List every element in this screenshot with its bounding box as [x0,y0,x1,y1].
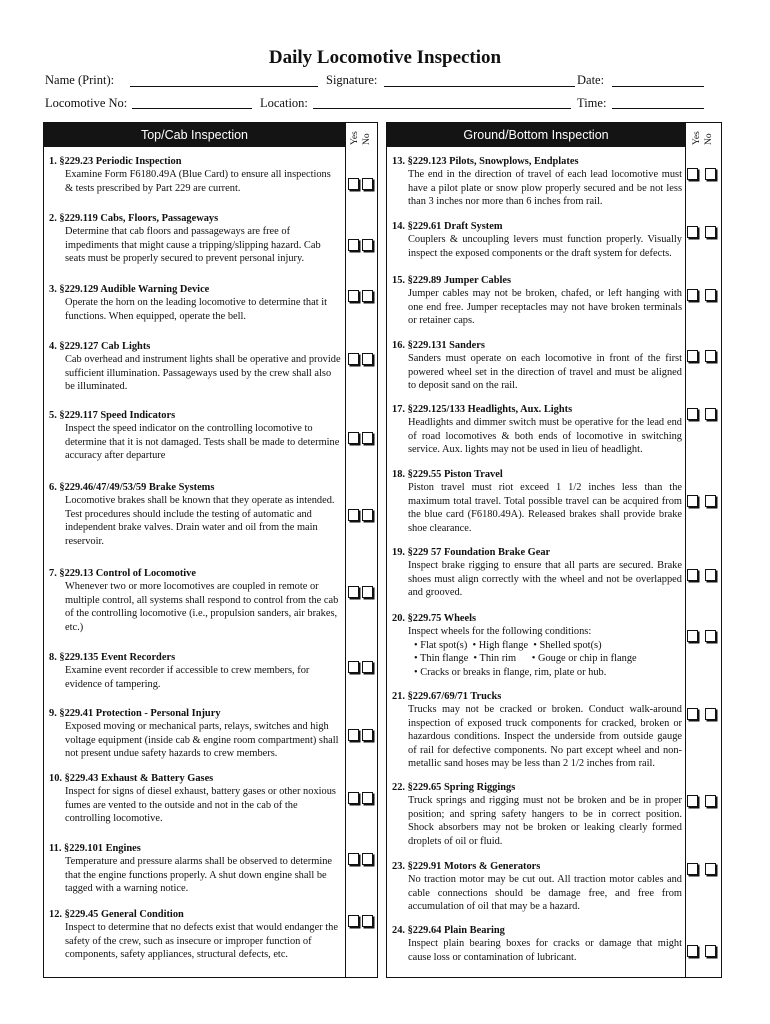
item-heading: 11. §229.101 Engines [49,843,141,854]
item-description: Inspect the speed indicator on the controlling locomotive to determine that it is not damaged. Tests shall be made to determine accuracy after departure [65,423,340,462]
right-item-7 [392,546,682,600]
location-label: Location: [260,96,308,110]
item-description: Examine Form F6180.49A (Blue Card) to ensure all inspections & tests prescribed by Part 229 are current. [65,169,331,194]
item-heading: 4. §229.127 Cab Lights [49,341,151,352]
item-heading: 12. §229.45 General Condition [49,909,184,920]
item-7-no-checkbox[interactable] [362,586,373,598]
item-16-yes-checkbox[interactable] [687,350,698,362]
item-heading: 24. §229.64 Plain Bearing [392,925,505,936]
item-description: Inspect wheels for the following conditions: [408,626,592,638]
wheel-condition-line: • Flat spot(s) • High flange • Shelled spot(s) [414,639,602,651]
item-4-no-checkbox[interactable] [362,353,373,365]
item-21-yes-checkbox[interactable] [687,708,698,720]
right-item-11 [392,860,682,914]
item-3-no-checkbox[interactable] [362,290,373,302]
item-description: Jumper cables may not be broken, chafed, or left hanging with one end free. Jumper receptacles may not have broken terminals or retainer caps. [408,288,682,327]
item-1-no-checkbox[interactable] [362,178,373,190]
item-24-no-checkbox[interactable] [705,945,716,957]
right-item-3 [392,274,682,328]
yes-no-header [685,123,722,147]
right-item-12 [392,924,682,964]
yes-no-header [345,123,378,147]
item-description: Piston travel must riot exceed 1 1/2 inches less than the maximum total travel. Total possible travel can be acquired from the blue card (F6180.49A). Released brakes shall provide brake shoe clearance. [408,482,682,534]
item-18-no-checkbox[interactable] [705,495,716,507]
item-heading: 1. §229.23 Periodic Inspection [49,156,182,167]
left-item-12 [49,908,341,962]
item-4-yes-checkbox[interactable] [348,353,359,365]
item-description: Operate the horn on the leading locomotive to determine that it functions. When equipped, operate the bell. [65,297,327,322]
item-2-no-checkbox[interactable] [362,239,373,251]
item-19-no-checkbox[interactable] [705,569,716,581]
item-heading: 21. §229.67/69/71 Trucks [392,691,502,702]
item-14-yes-checkbox[interactable] [687,226,698,238]
item-description: Inspect for signs of diesel exhaust, battery gases or other noxious fumes are vented to the outside and not in the cab of the controlling locomotive. [65,786,336,825]
item-13-no-checkbox[interactable] [705,168,716,180]
item-description: Cab overhead and instrument lights shall be operative and provide sufficient illumination. Passageways used by the crew shall also be illuminated. [65,354,341,393]
item-description: No traction motor may be cut out. All traction motor cables and cable connections should be damage free, and free from accumulation of oil that may be a hazard. [408,874,682,913]
item-12-yes-checkbox[interactable] [348,915,359,927]
item-heading: 9. §229.41 Protection - Personal Injury [49,708,221,719]
location-field[interactable] [313,107,571,109]
item-10-no-checkbox[interactable] [362,792,373,804]
item-heading: 3. §229.129 Audible Warning Device [49,284,210,295]
item-9-yes-checkbox[interactable] [348,729,359,741]
item-6-yes-checkbox[interactable] [348,509,359,521]
item-19-yes-checkbox[interactable] [687,569,698,581]
item-9-no-checkbox[interactable] [362,729,373,741]
left-item-4 [49,340,341,394]
right-item-9 [392,690,682,770]
item-description: Determine that cab floors and passageways are free of impediments that might cause a tripping/slipping hazard. Cab seats must be properly secured to prevent personal injury. [65,226,321,265]
item-description: Whenever two or more locomotives are coupled in remote or multiple control, all systems shall respond to control from the cab of the controlling locomotive (i.e., propulsion sanders, air brakes, etc.) [65,581,339,633]
item-heading: 2. §229.119 Cabs, Floors, Passageways [49,213,219,224]
locomotive-label: Locomotive No: [45,96,128,110]
left-item-5 [49,409,341,463]
item-description: The end in the direction of travel of each lead locomotive must have a pilot plate or snow plow properly secured and be not less than 3 inches nor more than 6 inches from rail. [408,169,682,208]
item-description: Exposed moving or mechanical parts, relays, switches and high voltage equipment (inside cab & engine room compartment) shall not present undue safety hazards to crew members. [65,721,339,760]
item-22-yes-checkbox[interactable] [687,795,698,807]
item-12-no-checkbox[interactable] [362,915,373,927]
item-8-yes-checkbox[interactable] [348,661,359,673]
item-description: Headlights and dimmer switch must be operative for the lead end of road locomotives & both ends of locomotive in switching service. Aux. lights may not be used in lieu of headlight. [408,417,682,456]
item-description: Inspect brake rigging to ensure that all parts are secured. Brake shoes must align correctly with the wheel and not be overlapped and grooved. [408,560,682,599]
item-2-yes-checkbox[interactable] [348,239,359,251]
item-21-no-checkbox[interactable] [705,708,716,720]
ground-bottom-panel [386,122,722,978]
column-divider [685,147,686,977]
right-item-2 [392,220,682,260]
left-item-6 [49,481,341,548]
item-14-no-checkbox[interactable] [705,226,716,238]
item-heading: 5. §229.117 Speed Indicators [49,410,176,421]
item-description: Locomotive brakes shall be known that they operate as intended. Test procedures should include the testing of automatic and independent brake valves. Drain water and oil from the main reservoir. [65,495,335,547]
item-17-no-checkbox[interactable] [705,408,716,420]
wheel-condition-line: • Thin flange • Thin rim • Gouge or chip in flange [414,653,637,665]
item-heading: 20. §229.75 Wheels [392,613,477,624]
item-description: Examine event recorder if accessible to crew members, for evidence of tampering. [65,665,310,690]
locomotive-field[interactable] [132,107,252,109]
time-field[interactable] [612,107,704,109]
item-heading: 16. §229.131 Sanders [392,340,485,351]
item-heading: 14. §229.61 Draft System [392,221,503,232]
item-11-yes-checkbox[interactable] [348,853,359,865]
item-22-no-checkbox[interactable] [705,795,716,807]
item-heading: 23. §229.91 Motors & Generators [392,861,541,872]
item-description: Temperature and pressure alarms shall be observed to determine that the engine functions properly. A shut down engine shall be tagged with a warning notice. [65,856,333,895]
right-item-1 [392,155,682,209]
item-description: Inspect plain bearing boxes for cracks or damage that might cause loss or contamination of lubricant. [408,938,682,963]
item-20-no-checkbox[interactable] [705,630,716,642]
right-item-6 [392,468,682,535]
item-heading: 6. §229.46/47/49/53/59 Brake Systems [49,482,215,493]
item-7-yes-checkbox[interactable] [348,586,359,598]
right-item-5 [392,403,682,457]
item-24-yes-checkbox[interactable] [687,945,698,957]
form-title: Daily Locomotive Inspection [268,47,502,68]
right-item-8 [392,612,682,679]
left-item-1 [49,155,341,195]
item-23-no-checkbox[interactable] [705,863,716,875]
yes-label: Yes [692,131,702,145]
item-heading: 15. §229.89 Jumper Cables [392,275,512,286]
item-6-no-checkbox[interactable] [362,509,373,521]
item-heading: 8. §229.135 Event Recorders [49,652,176,663]
name-label: Name (Print): [45,73,115,87]
item-18-yes-checkbox[interactable] [687,495,698,507]
item-description: Trucks may not be cracked or broken. Conduct walk-around inspection of exposed truck components for cracked, broken or hazardous conditions. Inspect the underside from outside gauge of rail for defective components. No part except wheel and non-metallic sand hoses may be less than 2 1/2 inches from rail. [408,704,682,770]
item-3-yes-checkbox[interactable] [348,290,359,302]
item-heading: 17. §229.125/133 Headlights, Aux. Lights [392,404,573,415]
date-label: Date: [577,73,605,87]
left-item-2 [49,212,341,266]
name-field[interactable] [130,85,318,87]
item-16-no-checkbox[interactable] [705,350,716,362]
right-item-4 [392,339,682,393]
item-17-yes-checkbox[interactable] [687,408,698,420]
item-heading: 19. §229 57 Foundation Brake Gear [392,547,551,558]
item-description: Inspect to determine that no defects exist that would endanger the safety of the crew, such as insecure or improper function of components, safety appliances, structural defects, etc. [65,922,338,961]
item-heading: 13. §229.123 Pilots, Snowplows, Endplates [392,156,579,167]
time-label: Time: [577,96,607,110]
top-cab-panel [43,122,378,978]
item-15-no-checkbox[interactable] [705,289,716,301]
item-heading: 18. §229.55 Piston Travel [392,469,503,480]
item-1-yes-checkbox[interactable] [348,178,359,190]
yes-label: Yes [350,131,360,145]
left-item-11 [49,842,341,896]
item-description: Sanders must operate on each locomotive in front of the first powered wheel set in the direction of travel and must be aligned to deposit sand on the rail. [408,353,682,392]
item-5-no-checkbox[interactable] [362,432,373,444]
item-heading: 22. §229.65 Spring Riggings [392,782,516,793]
no-label: No [704,133,714,145]
date-field[interactable] [612,85,704,87]
item-11-no-checkbox[interactable] [362,853,373,865]
item-20-yes-checkbox[interactable] [687,630,698,642]
left-item-8 [49,651,341,691]
no-label: No [362,133,372,145]
left-item-9 [49,707,341,761]
ground-bottom-header: Ground/Bottom Inspection [387,123,685,147]
signature-label: Signature: [326,73,378,87]
column-divider [345,147,346,977]
item-8-no-checkbox[interactable] [362,661,373,673]
signature-field[interactable] [384,85,575,87]
left-item-3 [49,283,341,323]
left-item-7 [49,567,341,634]
item-heading: 7. §229.13 Control of Locomotive [49,568,196,579]
item-13-yes-checkbox[interactable] [687,168,698,180]
right-item-10 [392,781,682,848]
wheel-condition-line: • Cracks or breaks in flange, rim, plate or hub. [414,666,607,678]
item-15-yes-checkbox[interactable] [687,289,698,301]
item-23-yes-checkbox[interactable] [687,863,698,875]
item-description: Couplers & uncoupling levers must function properly. Visually inspect the exposed components or the draft system for defects. [408,234,682,259]
left-item-10 [49,772,341,826]
top-cab-header: Top/Cab Inspection [44,123,345,147]
item-5-yes-checkbox[interactable] [348,432,359,444]
item-description: Truck springs and rigging must not be broken and be in proper position; and spring safety hangers to be in correct position. Shock absorbers may not be broken or leaking clearly formed droplets of oil or fluid. [408,795,682,847]
item-heading: 10. §229.43 Exhaust & Battery Gases [49,773,214,784]
item-10-yes-checkbox[interactable] [348,792,359,804]
